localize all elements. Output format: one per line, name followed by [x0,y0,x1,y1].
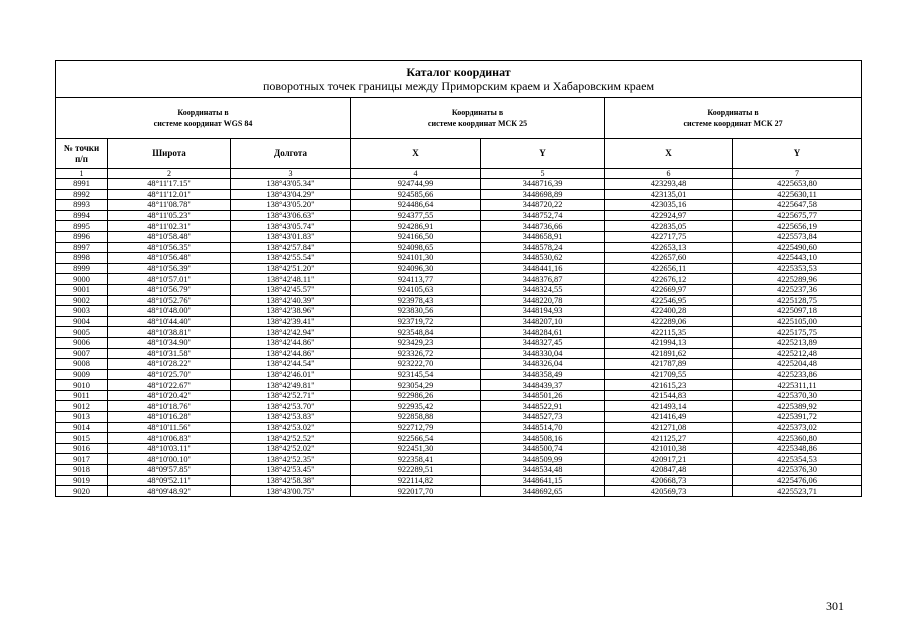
cell-point-number: 9005 [56,327,108,338]
coordinates-table-body [56,179,862,497]
cell-msk27-x: 422656,11 [605,263,733,274]
cell-msk25-x: 924744,99 [351,179,481,190]
cell-msk27-x: 421891,62 [605,348,733,359]
cell-longitude: 138°42'55.54" [231,253,351,264]
table-row [56,327,862,338]
cell-latitude: 48°10'31.58" [108,348,231,359]
cell-longitude: 138°42'52.02" [231,443,351,454]
cell-msk27-x: 422289,06 [605,316,733,327]
table-row [56,242,862,253]
table-row [56,263,862,274]
cell-msk27-y: 4225647,58 [733,200,862,211]
cell-msk25-y: 3448658,91 [481,231,605,242]
system-header-msk25 [351,98,605,139]
cell-latitude: 48°10'03.11" [108,443,231,454]
cell-msk27-x: 421787,89 [605,359,733,370]
cell-msk27-x: 420917,21 [605,454,733,465]
cell-longitude: 138°42'52.35" [231,454,351,465]
cell-msk27-x: 421271,08 [605,422,733,433]
cell-latitude: 48°10'56.39" [108,263,231,274]
cell-point-number: 9003 [56,306,108,317]
cell-msk25-y: 3448324,55 [481,284,605,295]
cell-longitude: 138°42'53.02" [231,422,351,433]
cell-msk25-x: 923548,84 [351,327,481,338]
cell-msk25-y: 3448720,22 [481,200,605,211]
cell-longitude: 138°43'05.74" [231,221,351,232]
cell-msk25-x: 923054,29 [351,380,481,391]
cell-longitude: 138°42'42.94" [231,327,351,338]
cell-msk25-y: 3448716,39 [481,179,605,190]
cell-msk27-y: 4225389,92 [733,401,862,412]
table-row [56,179,862,190]
cell-msk25-y: 3448514,70 [481,422,605,433]
cell-latitude: 48°09'52.11" [108,475,231,486]
cell-point-number: 8994 [56,210,108,221]
catalog-title [56,61,862,98]
cell-msk27-y: 4225653,80 [733,179,862,190]
table-row [56,221,862,232]
cell-point-number: 9001 [56,284,108,295]
column-number: 6 [605,169,733,179]
cell-latitude: 48°10'06.83" [108,433,231,444]
cell-msk27-y: 4225630,11 [733,189,862,200]
cell-msk25-y: 3448522,91 [481,401,605,412]
cell-msk25-x: 922451,30 [351,443,481,454]
cell-latitude: 48°10'56.79" [108,284,231,295]
cell-msk27-y: 4225348,86 [733,443,862,454]
system-header-wgs84 [56,98,351,139]
cell-longitude: 138°42'53.45" [231,465,351,476]
cell-point-number: 9010 [56,380,108,391]
system-header-wgs84-line2: системе координат WGS 84 [153,119,253,128]
table-row [56,443,862,454]
table-row [56,189,862,200]
cell-longitude: 138°43'05.20" [231,200,351,211]
cell-point-number: 8995 [56,221,108,232]
cell-msk25-y: 3448284,61 [481,327,605,338]
cell-msk27-x: 422669,97 [605,284,733,295]
cell-msk27-x: 423293,48 [605,179,733,190]
cell-msk27-y: 4225443,10 [733,253,862,264]
cell-msk25-x: 922289,51 [351,465,481,476]
cell-latitude: 48°10'56.35" [108,242,231,253]
cell-longitude: 138°43'00.75" [231,486,351,497]
cell-point-number: 8997 [56,242,108,253]
cell-msk27-y: 4225175,75 [733,327,862,338]
cell-point-number: 8996 [56,231,108,242]
column-header-msk27-y: Y [733,139,862,169]
cell-msk25-y: 3448508,16 [481,433,605,444]
cell-point-number: 8991 [56,179,108,190]
column-header-point-line2: п/п [75,153,88,164]
page-number: 301 [826,599,844,613]
cell-point-number: 9009 [56,369,108,380]
cell-latitude: 48°11'05.23" [108,210,231,221]
cell-msk25-x: 924377,55 [351,210,481,221]
cell-msk27-y: 4225376,30 [733,465,862,476]
cell-msk25-y: 3448358,49 [481,369,605,380]
cell-longitude: 138°42'46.01" [231,369,351,380]
cell-longitude: 138°42'52.71" [231,390,351,401]
system-header-msk27 [605,98,862,139]
cell-msk25-x: 924486,64 [351,200,481,211]
system-header-wgs84-line1: Координаты в [177,108,229,117]
cell-msk27-x: 421416,49 [605,412,733,423]
cell-msk27-y: 4225233,86 [733,369,862,380]
cell-msk25-y: 3448578,24 [481,242,605,253]
cell-point-number: 9020 [56,486,108,497]
cell-point-number: 9000 [56,274,108,285]
cell-point-number: 9018 [56,465,108,476]
cell-msk25-x: 924101,30 [351,253,481,264]
cell-msk25-x: 924105,63 [351,284,481,295]
cell-latitude: 48°10'58.48" [108,231,231,242]
column-number: 7 [733,169,862,179]
cell-msk25-x: 923719,72 [351,316,481,327]
cell-point-number: 8992 [56,189,108,200]
table-row [56,253,862,264]
cell-msk27-x: 421709,55 [605,369,733,380]
cell-msk25-y: 3448220,78 [481,295,605,306]
cell-longitude: 138°42'38.96" [231,306,351,317]
cell-msk25-y: 3448439,37 [481,380,605,391]
cell-longitude: 138°43'05.34" [231,179,351,190]
cell-msk27-y: 4225354,53 [733,454,862,465]
cell-msk27-y: 4225237,36 [733,284,862,295]
table-row [56,210,862,221]
cell-msk25-x: 922858,88 [351,412,481,423]
cell-point-number: 9006 [56,337,108,348]
cell-point-number: 8998 [56,253,108,264]
cell-longitude: 138°42'39.41" [231,316,351,327]
cell-latitude: 48°10'00.10" [108,454,231,465]
cell-longitude: 138°42'40.39" [231,295,351,306]
column-header-longitude: Долгота [231,139,351,169]
cell-longitude: 138°42'53.83" [231,412,351,423]
cell-longitude: 138°42'48.11" [231,274,351,285]
system-header-msk25-line1: Координаты в [451,108,504,117]
cell-msk25-x: 923145,54 [351,369,481,380]
cell-msk25-x: 922935,42 [351,401,481,412]
cell-msk25-y: 3448326,04 [481,359,605,370]
cell-msk27-y: 4225370,30 [733,390,862,401]
column-number: 2 [108,169,231,179]
cell-msk25-x: 922358,41 [351,454,481,465]
cell-msk27-x: 423135,01 [605,189,733,200]
cell-msk27-x: 420668,73 [605,475,733,486]
column-header-msk27-x: X [605,139,733,169]
cell-msk27-y: 4225391,72 [733,412,862,423]
cell-latitude: 48°10'18.76" [108,401,231,412]
cell-msk25-x: 924166,50 [351,231,481,242]
catalog-title-subtitle: поворотных точек границы между Приморским краем и Хабаровским краем [263,79,655,93]
cell-latitude: 48°10'22.67" [108,380,231,391]
cell-msk25-x: 923429,23 [351,337,481,348]
cell-msk27-y: 4225212,48 [733,348,862,359]
cell-msk27-x: 422657,60 [605,253,733,264]
cell-longitude: 138°43'01.83" [231,231,351,242]
cell-msk25-y: 3448501,26 [481,390,605,401]
cell-msk27-y: 4225656,19 [733,221,862,232]
cell-msk25-y: 3448509,99 [481,454,605,465]
cell-point-number: 9007 [56,348,108,359]
table-row [56,486,862,497]
cell-point-number: 9011 [56,390,108,401]
table-row [56,412,862,423]
column-number: 3 [231,169,351,179]
table-row [56,337,862,348]
cell-msk27-x: 421493,14 [605,401,733,412]
catalog-title-main: Каталог координат [406,65,511,79]
cell-point-number: 9019 [56,475,108,486]
cell-longitude: 138°42'44.86" [231,337,351,348]
cell-msk27-x: 420569,73 [605,486,733,497]
cell-msk27-x: 422115,35 [605,327,733,338]
cell-point-number: 9016 [56,443,108,454]
cell-latitude: 48°11'08.78" [108,200,231,211]
cell-msk27-x: 421010,38 [605,443,733,454]
cell-msk25-y: 3448441,16 [481,263,605,274]
cell-msk27-y: 4225213,89 [733,337,862,348]
cell-latitude: 48°10'48.00" [108,306,231,317]
system-header-msk25-line2: системе координат МСК 25 [427,119,528,128]
cell-point-number: 9002 [56,295,108,306]
cell-msk25-x: 922566,54 [351,433,481,444]
cell-msk25-y: 3448752,74 [481,210,605,221]
cell-msk27-x: 422924,97 [605,210,733,221]
cell-msk25-y: 3448500,74 [481,443,605,454]
cell-msk25-x: 923222,70 [351,359,481,370]
table-row [56,200,862,211]
cell-latitude: 48°10'11.56" [108,422,231,433]
table-row [56,380,862,391]
cell-msk27-y: 4225573,84 [733,231,862,242]
cell-latitude: 48°10'56.48" [108,253,231,264]
table-row [56,359,862,370]
cell-msk25-x: 924286,91 [351,221,481,232]
table-row [56,475,862,486]
cell-msk25-x: 923978,43 [351,295,481,306]
cell-point-number: 9004 [56,316,108,327]
cell-msk25-y: 3448376,87 [481,274,605,285]
table-row [56,348,862,359]
cell-latitude: 48°10'20.42" [108,390,231,401]
table-row [56,274,862,285]
column-header-point-line1: № точки [63,142,100,153]
table-row [56,295,862,306]
cell-msk27-y: 4225490,60 [733,242,862,253]
cell-msk25-y: 3448698,89 [481,189,605,200]
table-row [56,454,862,465]
cell-msk27-y: 4225523,71 [733,486,862,497]
table-row [56,422,862,433]
cell-msk25-y: 3448641,15 [481,475,605,486]
cell-msk27-x: 423035,16 [605,200,733,211]
cell-point-number: 9017 [56,454,108,465]
cell-msk27-x: 422400,28 [605,306,733,317]
cell-latitude: 48°10'34.90" [108,337,231,348]
cell-msk25-x: 923326,72 [351,348,481,359]
table-row [56,316,862,327]
cell-msk25-y: 3448736,66 [481,221,605,232]
cell-msk27-x: 422835,05 [605,221,733,232]
cell-longitude: 138°42'58.38" [231,475,351,486]
table-row [56,284,862,295]
column-header-latitude: Широта [108,139,231,169]
cell-msk25-y: 3448207,10 [481,316,605,327]
cell-msk25-y: 3448330,04 [481,348,605,359]
cell-msk25-x: 922017,70 [351,486,481,497]
cell-msk25-y: 3448692,65 [481,486,605,497]
cell-msk27-x: 422653,13 [605,242,733,253]
cell-msk27-x: 422676,12 [605,274,733,285]
column-number: 4 [351,169,481,179]
cell-point-number: 8993 [56,200,108,211]
cell-latitude: 48°10'57.01" [108,274,231,285]
cell-msk27-y: 4225373,02 [733,422,862,433]
cell-latitude: 48°10'38.81" [108,327,231,338]
table-row [56,369,862,380]
cell-longitude: 138°42'52.52" [231,433,351,444]
cell-msk25-x: 922986,26 [351,390,481,401]
table-row [56,401,862,412]
cell-msk27-y: 4225097,18 [733,306,862,317]
cell-msk25-y: 3448534,48 [481,465,605,476]
cell-longitude: 138°43'04.29" [231,189,351,200]
cell-msk25-x: 922114,82 [351,475,481,486]
cell-msk27-y: 4225360,80 [733,433,862,444]
cell-point-number: 8999 [56,263,108,274]
cell-latitude: 48°11'12.01" [108,189,231,200]
cell-msk25-y: 3448194,93 [481,306,605,317]
cell-latitude: 48°09'57.85" [108,465,231,476]
cell-point-number: 9013 [56,412,108,423]
cell-msk25-x: 923830,56 [351,306,481,317]
column-header-msk25-x: X [351,139,481,169]
table-row [56,231,862,242]
cell-msk25-y: 3448527,73 [481,412,605,423]
cell-msk25-x: 922712,79 [351,422,481,433]
cell-msk27-y: 4225353,53 [733,263,862,274]
cell-point-number: 9015 [56,433,108,444]
cell-msk25-x: 924096,30 [351,263,481,274]
coordinates-catalog-table [55,60,862,497]
cell-msk25-x: 924113,77 [351,274,481,285]
cell-msk25-x: 924585,66 [351,189,481,200]
column-header-msk25-y: Y [481,139,605,169]
column-number-row [56,169,862,179]
cell-msk25-y: 3448327,45 [481,337,605,348]
cell-msk27-x: 421544,83 [605,390,733,401]
system-header-msk27-line1: Координаты в [707,108,759,117]
cell-latitude: 48°10'25.70" [108,369,231,380]
cell-latitude: 48°09'48.92" [108,486,231,497]
table-row [56,306,862,317]
column-number: 5 [481,169,605,179]
cell-latitude: 48°11'02.31" [108,221,231,232]
cell-point-number: 9008 [56,359,108,370]
cell-msk27-y: 4225105,00 [733,316,862,327]
cell-longitude: 138°43'06.63" [231,210,351,221]
cell-latitude: 48°10'28.22" [108,359,231,370]
cell-msk27-y: 4225311,11 [733,380,862,391]
cell-msk27-x: 422546,95 [605,295,733,306]
system-header-msk27-line2: системе координат МСК 27 [683,119,783,128]
cell-msk27-x: 420847,48 [605,465,733,476]
cell-msk27-x: 422717,75 [605,231,733,242]
table-row [56,465,862,476]
cell-longitude: 138°42'51.20" [231,263,351,274]
column-number: 1 [56,169,108,179]
cell-latitude: 48°10'52.76" [108,295,231,306]
cell-longitude: 138°42'44.86" [231,348,351,359]
cell-latitude: 48°11'17.15" [108,179,231,190]
table-row [56,433,862,444]
cell-msk27-y: 4225204,48 [733,359,862,370]
cell-longitude: 138°42'45.57" [231,284,351,295]
cell-msk27-y: 4225128,75 [733,295,862,306]
cell-point-number: 9012 [56,401,108,412]
cell-msk27-y: 4225289,96 [733,274,862,285]
column-header-point-number [56,139,108,169]
cell-msk27-y: 4225476,06 [733,475,862,486]
cell-latitude: 48°10'44.40" [108,316,231,327]
cell-msk25-x: 924098,65 [351,242,481,253]
cell-point-number: 9014 [56,422,108,433]
cell-latitude: 48°10'16.28" [108,412,231,423]
cell-longitude: 138°42'57.84" [231,242,351,253]
table-row [56,390,862,401]
cell-longitude: 138°42'53.70" [231,401,351,412]
cell-msk27-x: 421125,27 [605,433,733,444]
cell-longitude: 138°42'44.54" [231,359,351,370]
cell-msk25-y: 3448530,62 [481,253,605,264]
cell-msk27-y: 4225675,77 [733,210,862,221]
cell-msk27-x: 421615,23 [605,380,733,391]
cell-longitude: 138°42'49.81" [231,380,351,391]
cell-msk27-x: 421994,13 [605,337,733,348]
